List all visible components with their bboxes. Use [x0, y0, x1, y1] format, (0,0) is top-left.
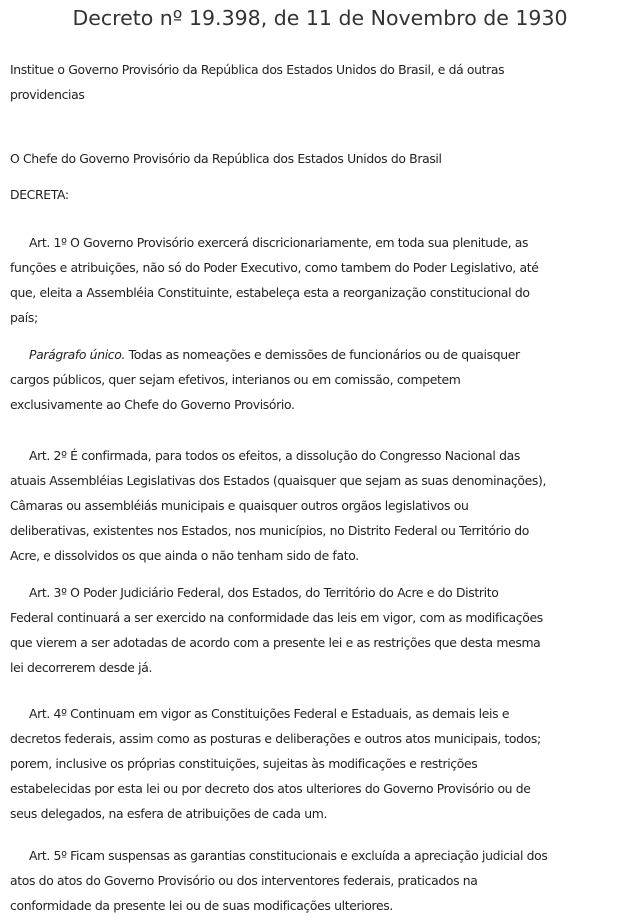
- article-line: Art. 5º Ficam suspensas as garantias constitucionais e excluída a apreciação judicial dos: [29, 848, 548, 863]
- article-line: atos do atos do Governo Provisório ou dos interventores federais, praticados na: [10, 873, 478, 888]
- summary: [10, 57, 636, 107]
- article-line: lei decorrerem desde já.: [10, 660, 153, 675]
- paragrafo-text: Todas as nomeações e demissões de funcionários ou de quaisquer: [125, 347, 520, 362]
- article-line: Art. 3º O Poder Judiciário Federal, dos Estados, do Território do Acre e do Distrito: [29, 585, 499, 600]
- article-line: Acre, e dissolvidos os que ainda o não tenham sido de fato.: [10, 548, 359, 563]
- article-line: conformidade da presente lei ou de suas modificações ulteriores.: [10, 898, 393, 913]
- article-line: decretos federais, assim como as posturas e deliberações e outros atos municipais, todos;: [10, 731, 541, 746]
- paragrafo-line: cargos públicos, quer sejam efetivos, interianos ou em comissão, competem: [10, 372, 461, 387]
- article-line: deliberativas, existentes nos Estados, nos municípios, no Distrito Federal ou Território do: [10, 523, 529, 538]
- article-4: [10, 701, 636, 826]
- article-line: Art. 1º O Governo Provisório exercerá discricionariamente, em toda sua plenitude, as: [29, 235, 529, 250]
- article-5: [10, 843, 636, 918]
- article-line: funções e atribuições, não só do Poder Executivo, como tambem do Poder Legislativo, até: [10, 260, 539, 275]
- article-line: atuais Assembléias Legislativas dos Estados (quaisquer que sejam as suas denominações),: [10, 473, 547, 488]
- preamble-text: O Chefe do Governo Provisório da República dos Estados Unidos do Brasil: [10, 151, 442, 166]
- summary-line: providencias: [10, 87, 85, 102]
- summary-line: Institue o Governo Provisório da República dos Estados Unidos do Brasil, e dá outras: [10, 62, 505, 77]
- article-line: estabelecidas por esta lei ou por decreto dos atos ulteriores do Governo Provisório ou de: [10, 781, 531, 796]
- paragrafo-label: Parágrafo único.: [29, 347, 126, 362]
- article-2: [10, 443, 636, 568]
- paragrafo-line: [10, 342, 636, 367]
- article-line: Art. 2º É confirmada, para todos os efeitos, a dissolução do Congresso Nacional das: [29, 448, 520, 463]
- article-line: seus delegados, na esfera de atribuições de cada um.: [10, 806, 328, 821]
- paragrafo-line: exclusivamente ao Chefe do Governo Provisório.: [10, 397, 295, 412]
- article-line: que vierem a ser adotadas de acordo com a presente lei e as restrições que desta mesma: [10, 635, 541, 650]
- article-line: que, eleita a Assembléia Constituinte, estabeleça esta a reorganização constitucional do: [10, 285, 530, 300]
- article-line: Federal continuará a ser exercido na conformidade das leis em vigor, com as modificações: [10, 610, 543, 625]
- article-1: [10, 230, 636, 330]
- article-line: país;: [10, 310, 38, 325]
- paragrafo-unico: [10, 342, 636, 417]
- article-line: Câmaras ou assembléiás municipais e quaisquer outros orgãos legislativos ou: [10, 498, 469, 513]
- decreta-text: DECRETA:: [10, 187, 69, 202]
- article-3: [10, 580, 636, 680]
- decreta-heading: [10, 182, 636, 207]
- document-title: Decreto nº 19.398, de 11 de Novembro de 1930: [72, 6, 568, 30]
- article-line: porem, inclusive os próprias constituições, sujeitas às modificações e restrições: [10, 756, 478, 771]
- article-line: Art. 4º Continuam em vigor as Constituições Federal e Estaduais, as demais leis e: [29, 706, 510, 721]
- preamble: [10, 146, 636, 171]
